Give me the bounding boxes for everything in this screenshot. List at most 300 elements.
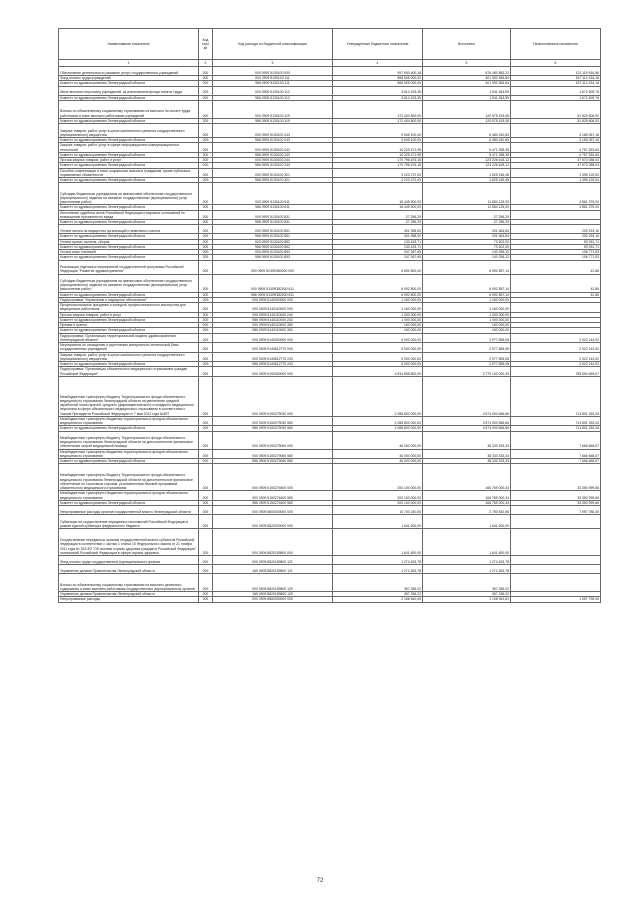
row-name: Подпрограмма "Организация территориальной модели здравоохранения Ленинградской области" (59, 333, 199, 343)
row-executed: 123 226 618,12 (423, 158, 511, 163)
table-row (59, 210, 601, 220)
row-name: Закупка товаров, работ, услуг в целях капитального ремонта государственного (муниципального) имущества (59, 124, 199, 138)
row-remaining: 4 861 375,00 (511, 183, 601, 205)
row-remaining: 7 666 666,67 (511, 459, 601, 464)
table-row (59, 597, 601, 602)
row-approved: 247 067,65 (333, 255, 423, 260)
row-line-code: 200 (199, 312, 213, 317)
row-budget-code: 000 0909 5150279060 000 (213, 431, 333, 449)
row-line-code: 200 (199, 323, 213, 328)
row-approved: 401 958,00 (333, 234, 423, 239)
row-name: Уплата прочих налогов, сборов (59, 239, 199, 244)
header-name: Наименование показателя (59, 29, 199, 60)
row-line-code: 200 (199, 225, 213, 234)
row-executed: 140 296,12 (423, 255, 511, 260)
row-name: Взносы по обязательному социальному страхованию на выплаты денежного содержания и иные выплаты работникам государственных (муниципальных) органов (59, 574, 199, 592)
row-name: Уплата иных платежей (59, 250, 199, 255)
row-name: Реализация отдельных мероприятий государственной программы Российской Федерации "Развитие здравоохранения" (59, 260, 199, 274)
row-budget-code: 000 0909 5130R382000 000 (213, 260, 333, 274)
row-executed: 38 333 333,33 (423, 449, 511, 459)
row-name: Уплата налога на имущество организаций и земельного налога (59, 225, 199, 234)
row-budget-code: 986 0909 5130100 244 (213, 163, 333, 168)
row-executed: 367 336,22 (423, 574, 511, 592)
row-remaining (511, 210, 601, 220)
row-budget-code: 986 0909 5130100 852 (213, 244, 333, 249)
table-row (59, 556, 601, 565)
row-budget-code: 986 0909 5150279060 580 (213, 459, 333, 464)
column-number: 1 (59, 60, 199, 67)
table-row (59, 491, 601, 501)
column-number-row (59, 60, 601, 67)
row-name: Комитет по здравоохранению Ленинградской области (59, 255, 199, 260)
row-budget-code: 000 0909 8820159800 000 (213, 529, 333, 556)
row-approved: 27 256,29 (333, 220, 423, 225)
row-budget-code: 165 0909 8820159800 129 (213, 592, 333, 597)
row-name: Комитет по здравоохранению Ленинградской области (59, 426, 199, 431)
row-remaining: 1 398 125,54 (511, 178, 601, 183)
column-number: 3 (213, 60, 333, 67)
row-executed: 166 769 000,34 (423, 464, 511, 491)
row-remaining: 51 829 606,92 (511, 100, 601, 118)
row-remaining (511, 556, 601, 565)
row-executed: 2 750 542,66 (423, 506, 511, 515)
row-name: Комитет по здравоохранению Ленинградской области (59, 317, 199, 322)
row-budget-code: 986 0909 5130100 112 (213, 95, 333, 100)
row-name: Комитет по здравоохранению Ленинградской области (59, 244, 199, 249)
row-budget-code: 000 0909 8820000000 000 (213, 515, 333, 529)
row-executed: 401 392 565,84 (423, 81, 511, 86)
header-line: Код стро ки (199, 29, 213, 60)
row-approved: 5 000 000,00 (333, 343, 423, 353)
table-row (59, 515, 601, 529)
row-executed: 27 256,29 (423, 210, 511, 220)
row-line-code: 200 (199, 81, 213, 86)
table-header-row (59, 29, 601, 60)
row-executed: 1 274 263,78 (423, 565, 511, 574)
row-approved: 6 992 800,00 (333, 274, 423, 292)
row-name: Управление делами Правительства Ленинградской области (59, 592, 199, 597)
row-remaining: 3 165 057,16 (511, 124, 601, 138)
row-name: Межбюджетные трансферты бюджетам территориальных фондов обязательного медицинского страхования (59, 449, 199, 459)
row-line-code: 200 (199, 234, 213, 239)
row-line-code: 200 (199, 143, 213, 153)
header-executed: Исполнено (423, 29, 511, 60)
table-row (59, 506, 601, 515)
row-remaining: 1 398 125,54 (511, 168, 601, 178)
row-budget-code: 000 0909 5150279030 000 (213, 376, 333, 416)
row-approved: 5 000 000,00 (333, 333, 423, 343)
column-number: 2 (199, 60, 213, 67)
table-row (59, 168, 601, 178)
row-budget-code: 000 0909 8800000000 000 (213, 506, 333, 515)
row-budget-code: 000 0909 5130100 831 (213, 210, 333, 220)
row-remaining: 42,86 (511, 260, 601, 274)
row-line-code: 200 (199, 274, 213, 292)
row-remaining: 2 022 144,92 (511, 362, 601, 367)
row-approved: 200 100 000,00 (333, 491, 423, 501)
row-line-code: 200 (199, 168, 213, 178)
row-approved: 172 404 800,00 (333, 118, 423, 123)
row-line-code: 200 (199, 67, 213, 76)
row-executed: 1 941 543,59 (423, 95, 511, 100)
table-row (59, 260, 601, 274)
row-line-code: 200 (199, 95, 213, 100)
row-name: Комитет по здравоохранению Ленинградской области (59, 95, 199, 100)
row-executed: 1 641 600,00 (423, 529, 511, 556)
row-approved: 9 645 100,00 (333, 124, 423, 138)
row-approved: 170 796 676,15 (333, 158, 423, 163)
row-line-code: 200 (199, 183, 213, 205)
row-line-code: 200 (199, 178, 213, 183)
row-executed: 160 000,00 (423, 323, 511, 328)
row-name: Исполнение судебных актов Российской Федерации и мировых соглашений по возмещению причиненного вреда (59, 210, 199, 220)
row-approved: 1 000 000,00 (333, 317, 423, 322)
row-approved: 200 100 000,00 (333, 464, 423, 491)
row-line-code: 200 (199, 100, 213, 118)
row-budget-code: 986 0909 5140612770 243 (213, 362, 333, 367)
row-budget-code: 986 0909 5140110000 350 (213, 328, 333, 333)
row-line-code: 200 (199, 431, 213, 449)
row-remaining: 200 293,16 (511, 225, 601, 234)
row-approved: 568 505 000,00 (333, 76, 423, 81)
table-row (59, 303, 601, 313)
row-name: Профессиональные праздники и конкурсы профессионального мастерства для медицинских работников (59, 303, 199, 313)
row-line-code: 200 (199, 255, 213, 260)
row-executed: 120 575 193,08 (423, 118, 511, 123)
row-name: Субсидии бюджетным учреждениям на финансовое обеспечение государственного (муниципального) задания на оказание государственных (муниципальных) услуг (выполнение работ) (59, 183, 199, 205)
row-approved: 172 404 800,00 (333, 100, 423, 118)
row-remaining: 755 694 669,67 (511, 367, 601, 377)
row-approved: 16 445 500,00 (333, 205, 423, 210)
row-name: Комитет по здравоохранению Ленинградской области (59, 328, 199, 333)
row-executed: 120 575 193,08 (423, 100, 511, 118)
row-line-code: 200 (199, 343, 213, 353)
row-budget-code: 986 0909 5130100 242 (213, 152, 333, 157)
row-line-code: 200 (199, 205, 213, 210)
row-approved: 6 692 800,00 (333, 260, 423, 274)
row-remaining: 714 801 333,34 (511, 426, 601, 431)
row-remaining: 59 931,71 (511, 244, 601, 249)
row-executed: 2 977 855,08 (423, 362, 511, 367)
table-row (59, 274, 601, 292)
row-approved: 133 433,71 (333, 239, 423, 244)
row-remaining: 51 829 606,92 (511, 118, 601, 123)
row-line-code: 200 (199, 592, 213, 597)
row-name: Премии и гранты (59, 323, 199, 328)
row-remaining: 33 350 999,66 (511, 464, 601, 491)
row-remaining: 2 022 144,92 (511, 343, 601, 353)
row-line-code: 200 (199, 449, 213, 459)
row-executed: 1 160 000,00 (423, 297, 511, 302)
row-remaining: 2 022 144,92 (511, 333, 601, 343)
row-name: Закупка товаров, работ, услуг в сфере информационно-коммуникационных технологий (59, 143, 199, 153)
row-remaining: 121 119 516,96 (511, 67, 601, 76)
row-line-code: 200 (199, 86, 213, 95)
row-budget-code: 000 0909 8860000000 000 (213, 597, 333, 602)
table-row (59, 333, 601, 343)
row-budget-code: 986 0909 5130100 243 (213, 138, 333, 143)
table-row (59, 367, 601, 377)
row-name: Фонд оплаты труда учреждений (59, 76, 199, 81)
row-remaining: 4 861 375,00 (511, 205, 601, 210)
row-approved: 1 000 000,00 (333, 312, 423, 317)
row-budget-code: 986 0909 5140110000 244 (213, 317, 333, 322)
row-executed: 140 296,12 (423, 250, 511, 255)
table-row (59, 416, 601, 426)
row-line-code: 200 (199, 529, 213, 556)
row-line-code: 200 (199, 556, 213, 565)
table-row (59, 449, 601, 459)
row-approved: 4 288 800 000,00 (333, 416, 423, 426)
row-line-code: 200 (199, 124, 213, 138)
row-name: Прочая закупка товаров, работ и услуг (59, 158, 199, 163)
row-approved: 16 445 500,00 (333, 183, 423, 205)
row-line-code: 200 (199, 491, 213, 501)
row-name: Субсидии бюджетным учреждениям на финансовое обеспечение государственного (муниципального) задания на оказание государственных (муниципальных) услуг (выполнение работ) (59, 274, 199, 292)
row-executed: 160 000,00 (423, 328, 511, 333)
row-name: Комитет по здравоохранению Ленинградской области (59, 362, 199, 367)
row-line-code: 200 (199, 352, 213, 362)
row-name: Комитет по здравоохранению Ленинградской области (59, 205, 199, 210)
row-line-code: 200 (199, 297, 213, 302)
column-number: 5 (423, 60, 511, 67)
row-approved: 6 992 800,00 (333, 292, 423, 297)
row-approved: 5 000 000,00 (333, 362, 423, 367)
row-executed: 1 825 146,46 (423, 168, 511, 178)
row-remaining: 1 672 609,76 (511, 86, 601, 95)
page-number: 72 (316, 878, 324, 884)
row-executed: 11 584 125,00 (423, 205, 511, 210)
row-name: Межбюджетные трансферты бюджету Территориального фонда обязательного медицинского страхования Ленинградской области на дополнительное финансовое обеспечение скорой медицинской помощи (59, 431, 199, 449)
row-remaining: 47 570 058,03 (511, 158, 601, 163)
row-line-code: 200 (199, 515, 213, 529)
row-approved: 46 000 000,00 (333, 459, 423, 464)
row-approved: 247 067,65 (333, 250, 423, 255)
row-name: Комитет по здравоохранению Ленинградской области (59, 234, 199, 239)
row-executed: 3 574 000 666,66 (423, 426, 511, 431)
row-budget-code: 986 0909 5130100 321 (213, 178, 333, 183)
row-executed: 1 941 543,59 (423, 86, 511, 95)
row-budget-code: 000 0909 5140612770 000 (213, 343, 333, 353)
row-remaining (511, 574, 601, 592)
row-remaining: 33 350 999,66 (511, 500, 601, 505)
row-approved: 4 288 800 000,00 (333, 376, 423, 416)
row-line-code: 200 (199, 426, 213, 431)
row-budget-code: 000 0909 5130100 321 (213, 168, 333, 178)
row-line-code: 200 (199, 244, 213, 249)
row-budget-code: 000 0909 5130100 852 (213, 239, 333, 244)
row-name: Комитет по здравоохранению Ленинградской области (59, 163, 199, 168)
column-number: 4 (333, 60, 423, 67)
row-line-code: 200 (199, 459, 213, 464)
header-approved: Утвержденные бюджетные назначения (333, 29, 423, 60)
row-executed: 3 574 000 666,66 (423, 376, 511, 416)
table-row (59, 574, 601, 592)
row-remaining: 4 757 533,60 (511, 152, 601, 157)
row-line-code: 200 (199, 367, 213, 377)
row-line-code: 200 (199, 239, 213, 244)
row-name: Непрограммные расходы органов государственной власти Ленинградской области (59, 506, 199, 515)
row-line-code: 200 (199, 362, 213, 367)
row-approved: 27 256,29 (333, 210, 423, 220)
row-name: Управление делами Правительства Ленинградской области (59, 565, 199, 574)
row-name: Комитет по здравоохранению Ленинградской области (59, 81, 199, 86)
row-remaining: 3 165 057,16 (511, 138, 601, 143)
row-approved: 3 614 153,35 (333, 86, 423, 95)
row-executed: 201 664,84 (423, 234, 511, 239)
row-executed: 11 584 125,00 (423, 183, 511, 205)
row-approved: 3 223 272,00 (333, 168, 423, 178)
table-body (59, 67, 601, 603)
row-name: Обеспечение деятельности (оказание услуг) государственных учреждений (59, 67, 199, 76)
row-line-code: 200 (199, 118, 213, 123)
row-approved: 4 288 800 000,00 (333, 426, 423, 431)
row-remaining: 7 997 786,30 (511, 506, 601, 515)
row-budget-code: 986 0909 5150279030 580 (213, 426, 333, 431)
row-budget-code: 000 0909 8820159800 121 (213, 556, 333, 565)
row-remaining: 714 801 333,34 (511, 416, 601, 426)
row-remaining: 7 666 666,67 (511, 431, 601, 449)
row-executed: 2 977 855,08 (423, 333, 511, 343)
row-approved: 367 336,22 (333, 592, 423, 597)
table-row (59, 529, 601, 556)
row-line-code: 200 (199, 158, 213, 163)
column-number: 6 (511, 60, 601, 67)
row-executed: 73 502,00 (423, 239, 511, 244)
row-approved: 367 336,22 (333, 574, 423, 592)
row-executed: 5 471 938,35 (423, 143, 511, 153)
row-approved: 170 796 676,15 (333, 163, 423, 168)
row-budget-code: 000 0909 5130100 244 (213, 158, 333, 163)
row-line-code: 200 (199, 506, 213, 515)
row-line-code: 200 (199, 328, 213, 333)
row-approved: 10 229 471,95 (333, 152, 423, 157)
row-line-code: 200 (199, 574, 213, 592)
row-line-code: 200 (199, 163, 213, 168)
row-line-code: 200 (199, 76, 213, 81)
table-row (59, 225, 601, 234)
row-approved: 1 641 600,00 (333, 515, 423, 529)
row-budget-code: 000 0909 5150279030 580 (213, 416, 333, 426)
row-remaining: 33 350 999,66 (511, 491, 601, 501)
row-executed: 166 769 000,34 (423, 500, 511, 505)
row-executed: 5 471 938,35 (423, 152, 511, 157)
row-approved: 1 274 263,78 (333, 556, 423, 565)
table-row (59, 464, 601, 491)
row-budget-code: 000 0909 5140110000 350 (213, 323, 333, 328)
row-approved: 10 740 240,05 (333, 506, 423, 515)
row-budget-code: 000 0909 8820159800 129 (213, 574, 333, 592)
table-row (59, 100, 601, 118)
row-line-code: 200 (199, 303, 213, 313)
table-row (59, 565, 601, 574)
row-remaining: 200 293,16 (511, 234, 601, 239)
row-executed: 1 274 263,78 (423, 556, 511, 565)
row-executed: 6 992 857,14 (423, 260, 511, 274)
row-executed: 3 779 103 000,33 (423, 367, 511, 377)
row-approved: 5 000 000,00 (333, 352, 423, 362)
row-name: Мероприятия по оснащению и укреплению материально-технической базы государственных учреждений (59, 343, 199, 353)
row-budget-code: 000 0909 5130100 112 (213, 86, 333, 95)
row-budget-code: 986 0909 5130R382000 611 (213, 292, 333, 297)
row-executed: 1 000 000,00 (423, 317, 511, 322)
row-line-code: 200 (199, 317, 213, 322)
row-name: Подпрограмма "Управление и надзорное обеспечение" (59, 297, 199, 302)
row-name: Комитет по здравоохранению Ленинградской области (59, 138, 199, 143)
row-line-code: 200 (199, 138, 213, 143)
row-budget-code: 000 0909 5130100 119 (213, 100, 333, 118)
row-executed: 1 160 000,00 (423, 303, 511, 313)
row-name: Взносы по обязательному социальному страхованию на выплаты по оплате труда работников и иные выплаты работникам учреждений (59, 100, 199, 118)
row-budget-code: 986 0909 5150274600 580 (213, 500, 333, 505)
row-line-code: 200 (199, 376, 213, 416)
row-line-code: 200 (199, 250, 213, 255)
row-budget-code: 000 0909 5130100 243 (213, 124, 333, 138)
row-name: Межбюджетные трансферты бюджетам территориальных фондов обязательного медицинского страхования (59, 416, 199, 426)
row-name: Комитет по здравоохранению Ленинградской области (59, 292, 199, 297)
row-remaining: 59 931,71 (511, 239, 601, 244)
row-approved: 997 600 400,18 (333, 67, 423, 76)
table-row (59, 143, 601, 153)
row-executed: 2 977 855,08 (423, 352, 511, 362)
row-name: Комитет по здравоохранению Ленинградской области (59, 500, 199, 505)
row-name: Подпрограмма "Организация обязательного медицинского страхования граждан Российской Федерации" (59, 367, 199, 377)
row-approved: 4 534 898 800,00 (333, 367, 423, 377)
row-budget-code: 000 0909 5140000000 000 (213, 297, 333, 302)
row-line-code: 200 (199, 597, 213, 602)
row-remaining: 47 570 058,03 (511, 163, 601, 168)
row-executed: 401 392 565,84 (423, 76, 511, 81)
row-remaining: 1 057 795,30 (511, 597, 601, 602)
row-approved: 46 000 000,00 (333, 431, 423, 449)
row-line-code: 200 (199, 464, 213, 491)
row-remaining: 42,86 (511, 292, 601, 297)
row-approved: 1 160 000,00 (333, 297, 423, 302)
row-budget-code: 165 0909 8820159800 121 (213, 565, 333, 574)
row-executed: 27 256,29 (423, 220, 511, 225)
row-approved: 1 160 000,00 (333, 303, 423, 313)
row-budget-code: 986 0909 5130100 851 (213, 234, 333, 239)
row-approved: 3 614 153,35 (333, 95, 423, 100)
row-remaining (511, 565, 601, 574)
row-budget-code: 000 0909 5130100 242 (213, 143, 333, 153)
row-budget-code: 986 0909 5130100 853 (213, 255, 333, 260)
budget-table (58, 28, 601, 603)
row-executed: 6 480 042,84 (423, 138, 511, 143)
row-remaining: 7 666 666,67 (511, 449, 601, 459)
row-executed: 38 333 333,33 (423, 431, 511, 449)
row-line-code: 200 (199, 260, 213, 274)
row-budget-code: 000 0909 5130100 000 (213, 67, 333, 76)
row-executed: 1 000 000,00 (423, 312, 511, 317)
row-line-code: 200 (199, 152, 213, 157)
table-row (59, 352, 601, 362)
table-row (59, 431, 601, 449)
row-budget-code: 986 0909 5130100 119 (213, 118, 333, 123)
row-budget-code: 000 0909 5130100 611 (213, 183, 333, 205)
row-name: Межбюджетные трансферты бюджету Территориального фонда обязательного медицинского страхования Ленинградской области на дополнительное финансовое обеспечение по страховым случаям, установленным базовой программой обязательного медицинского страхования (59, 464, 199, 491)
row-remaining: 167 112 434,16 (511, 76, 601, 81)
row-approved: 160 000,00 (333, 323, 423, 328)
row-executed: 6 992 857,14 (423, 274, 511, 292)
row-name: Осуществление переданных органам государственной власти субъектов Российской Федерации в соответствии с частью 1 статьи 15 Федерального закона от 21 ноября 2011 года № 323-ФЗ "Об основах охраны здоровья граждан в Российской Федерации" полномочий Российской Федерации в сфере охраны здоровья (59, 529, 199, 556)
row-remaining: 4 757 533,60 (511, 143, 601, 153)
row-line-code: 200 (199, 210, 213, 220)
row-remaining (511, 515, 601, 529)
row-name: Непрограммные расходы (59, 597, 199, 602)
row-budget-code: 986 0909 5130100 111 (213, 81, 333, 86)
row-approved: 200 100 000,00 (333, 500, 423, 505)
